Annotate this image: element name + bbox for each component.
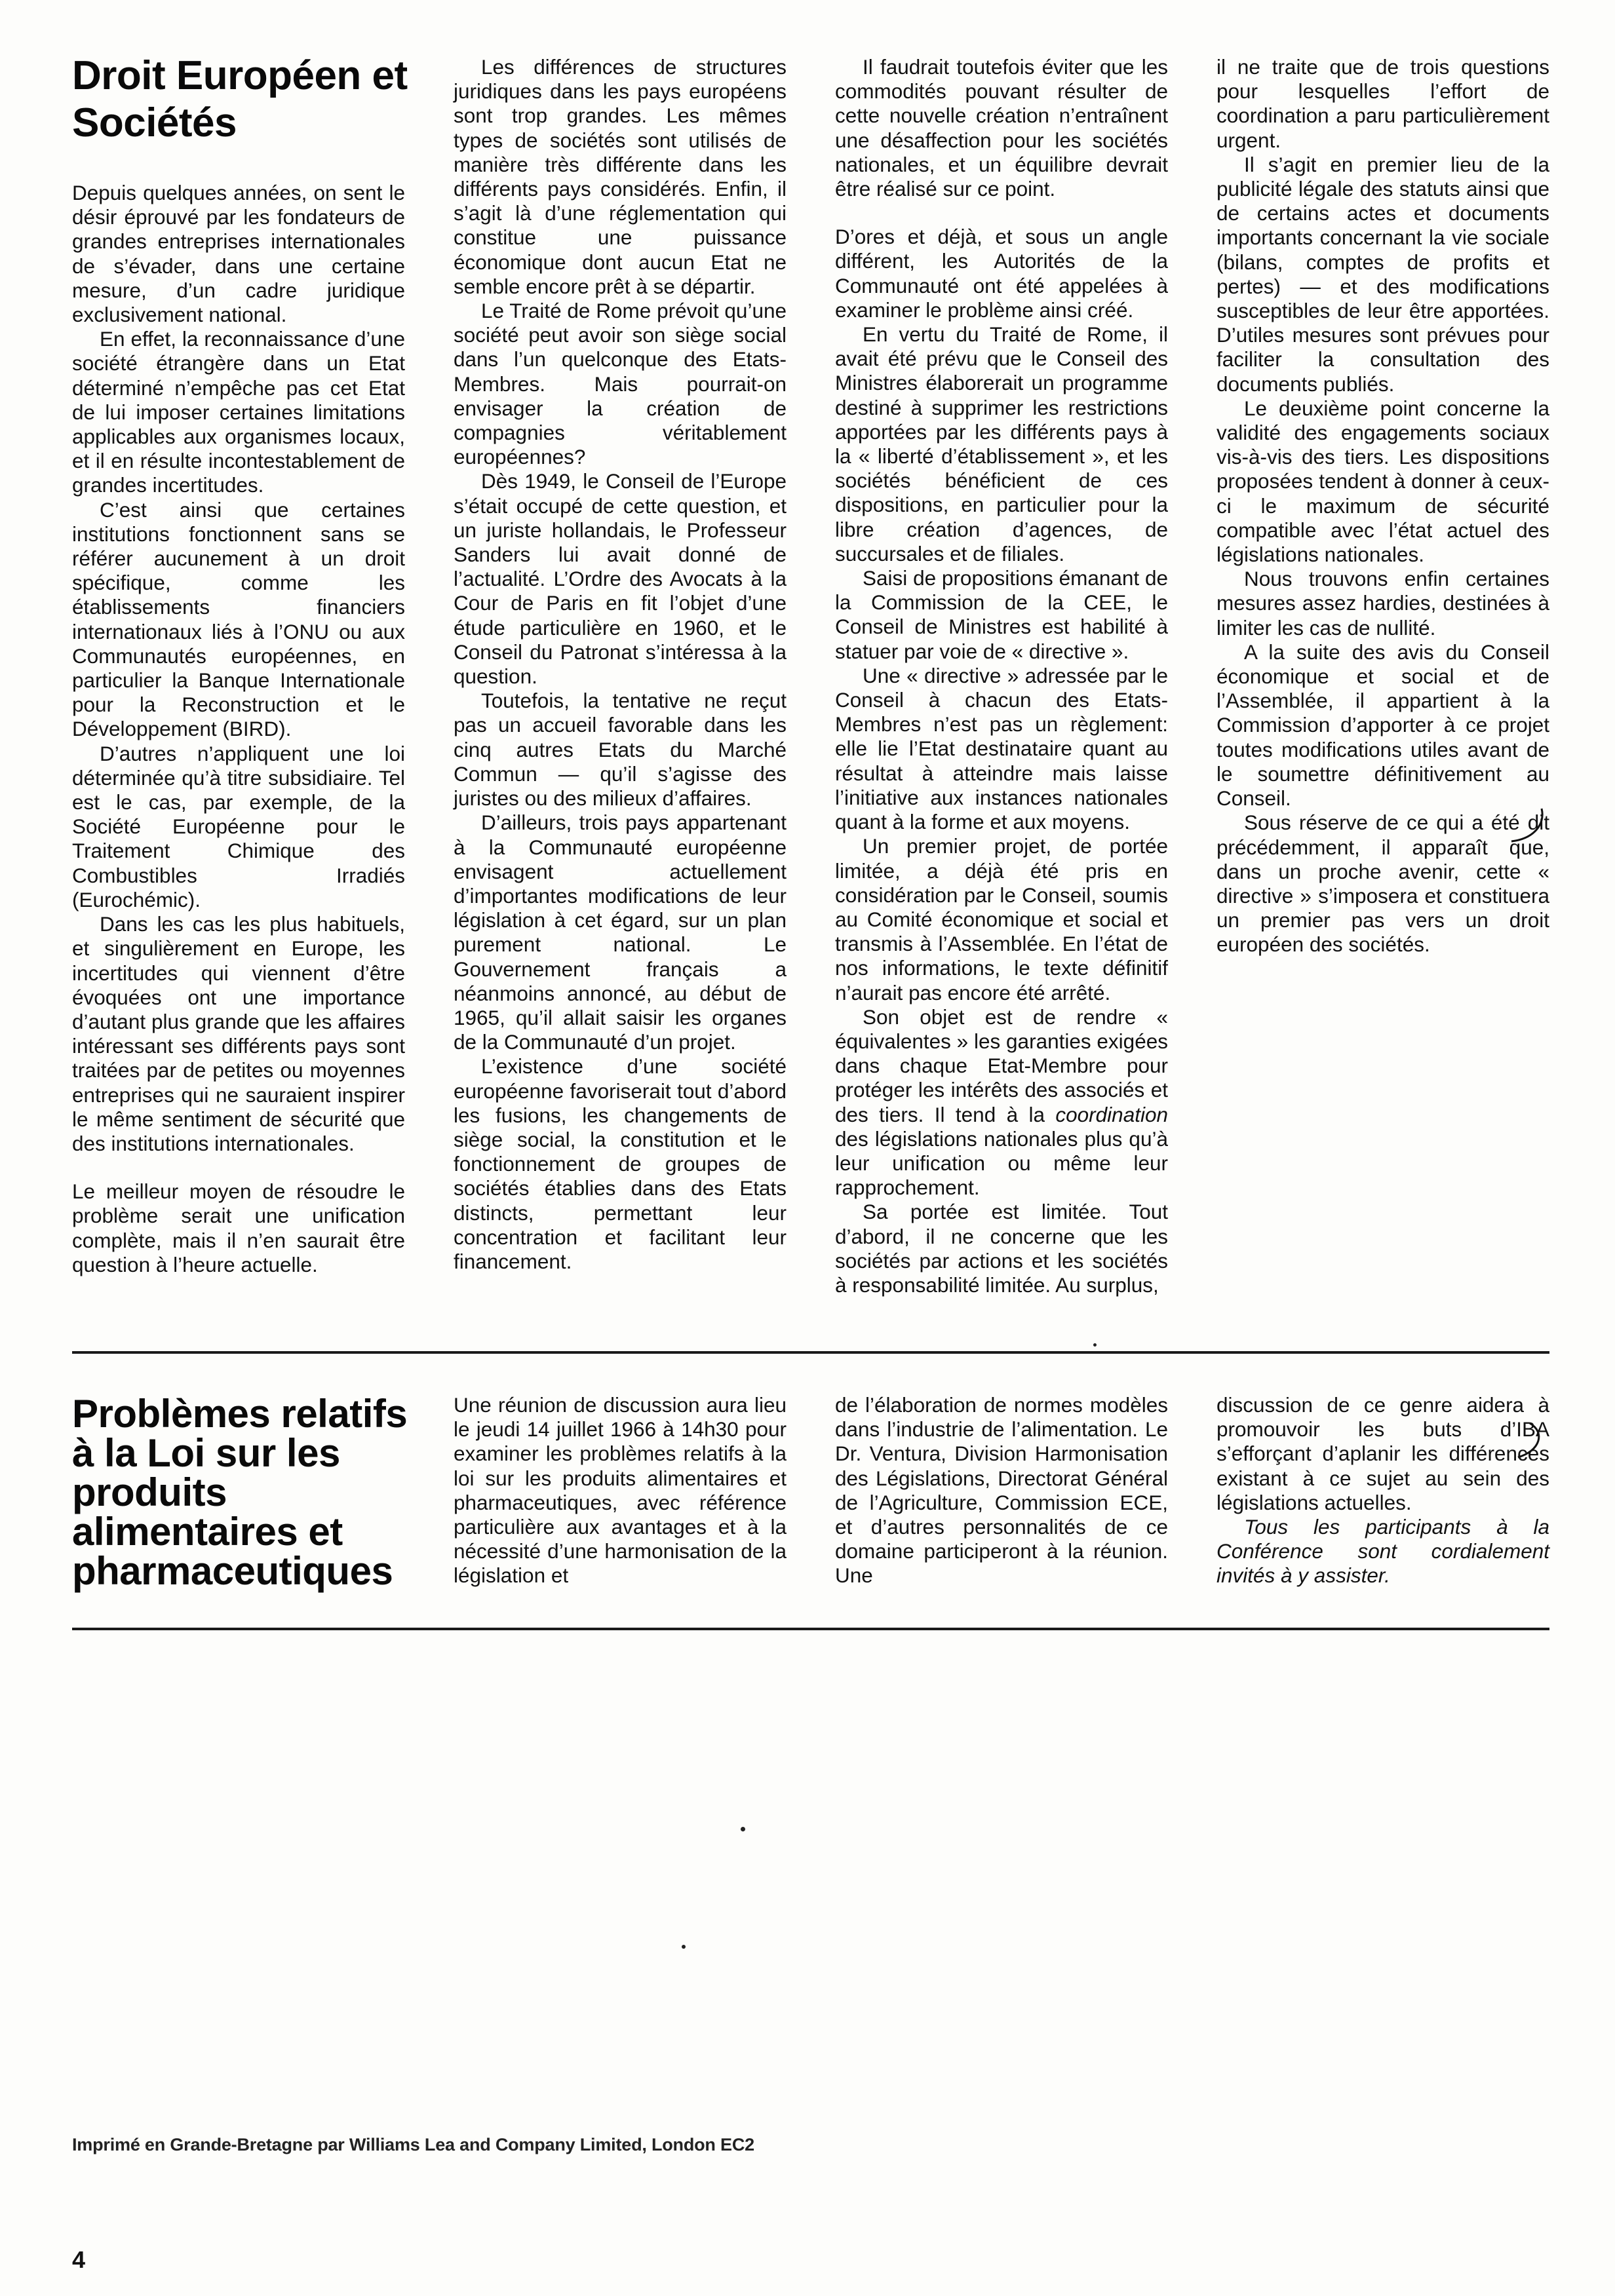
paragraph: En vertu du Traité de Rome, il avait été prévu que le Conseil des Ministres élaborerait un programme destiné à supprimer les restrictions apportées par les différents pays à la « liberté d’établissement », et les sociétés bénéficient de ces dispositions, en particulier pour la libre création d’agences, de succursales et de filiales. (835, 322, 1168, 565)
paragraph: Toutefois, la tentative ne reçut pas un accueil favorable dans les cinq autres Etats du Marché Commun — qu’il s’agisse des juristes ou des milieux d’affaires. (454, 689, 787, 811)
article-column-2 (454, 55, 787, 1274)
page-number: 4 (72, 2246, 86, 2273)
article-column-1 (72, 181, 405, 1277)
paragraph: Une réunion de discussion aura lieu le jeudi 14 juillet 1966 à 14h30 pour examiner les problèmes relatifs à la loi sur les produits alimentaires et pharmaceutiques, avec référence particulière aux avantages et à la nécessité d’une harmonisation de la législation et (454, 1393, 787, 1588)
article-column-2 (835, 1393, 1168, 1588)
article-column-3 (1216, 1393, 1549, 1588)
paragraph: il ne traite que de trois questions pour lesquelles l’effort de coordination a paru particulièrement urgent. (1216, 55, 1549, 152)
section-divider (72, 1351, 1549, 1354)
paragraph: Tous les participants à la Conférence sont cordialement invités à y assister. (1216, 1515, 1549, 1588)
scan-speck (741, 1827, 745, 1831)
paragraph: Saisi de propositions émanant de la Commission de la CEE, le Conseil de Ministres est habilité à statuer par voie de « directive ». (835, 566, 1168, 663)
paragraph: Le deuxième point concerne la validité des engagements sociaux vis-à-vis des tiers. Les dispositions proposées tendent à donner à ceux-ci le maximum de sécurité compatible avec l’état actuel des législations nationales. (1216, 396, 1549, 567)
printer-imprint: Imprimé en Grande-Bretagne par Williams Lea and Company Limited, London EC2 (72, 2135, 754, 2154)
article-title: Problèmes relatifs à la Loi sur les produits alimentaires et pharmaceutiques (72, 1392, 408, 1593)
paragraph: Il faudrait toutefois éviter que les commodités pouvant résulter de cette nouvelle création n’entraînent une désaffection pour les sociétés nationales, et un équilibre devrait être réalisé sur ce point. (835, 55, 1168, 201)
paragraph: Sa portée est limitée. Tout d’abord, il ne concerne que les sociétés par actions et les sociétés à responsabilité limitée. Au surplus, (835, 1200, 1168, 1297)
paragraph: Le Traité de Rome prévoit qu’une société peut avoir son siège social dans l’un quelconque des Etats-Membres. Mais pourrait-on envisager la création de compagnies véritablement européennes? (454, 299, 787, 469)
paragraph: A la suite des avis du Conseil économique et social et de l’Assemblée, il appartient à la Commission d’apporter à ce projet toutes modifications utiles avant de le soumettre définitivement au Conseil. (1216, 640, 1549, 811)
scan-speck (682, 1945, 686, 1949)
paragraph: Depuis quelques années, on sent le désir éprouvé par les fondateurs de grandes entreprises internationales de s’évader, dans une certaine mesure, d’un cadre juridique exclusivement national. (72, 181, 405, 327)
article-column-1 (454, 1393, 787, 1588)
paragraph: Il s’agit en premier lieu de la publicité légale des statuts ainsi que de certains actes et documents importants concernant la vie sociale (bilans, comptes de profits et pertes) — et des modifications susceptibles de leur être apportées. D’utiles mesures sont prévues pour faciliter la consultation des documents publiés. (1216, 152, 1549, 396)
paragraph: Un premier projet, de portée limitée, a déjà été pris en considération par le Conseil, soumis au Comité économique et social et transmis à l’Assemblée. En l’état de nos informations, le texte définitif n’aurait pas encore été arrêté. (835, 834, 1168, 1004)
paragraph: D’autres n’appliquent une loi déterminée qu’à titre subsidiaire. Tel est le cas, par exemple, de la Société Européenne pour le Traitement Chimique des Combustibles Irradiés (Eurochémic). (72, 741, 405, 911)
paragraph: de l’élaboration de normes modèles dans l’industrie de l’alimentation. Le Dr. Ventura, Division Harmonisation des Législations, Directorat Général de l’Agriculture, Commission ECE, et d’autres personnalités de ce domaine participeront à la réunion. Une (835, 1393, 1168, 1588)
paragraph (835, 1005, 1168, 1200)
pen-mark-icon (1514, 1419, 1553, 1465)
article-column-4 (1216, 55, 1549, 957)
paragraph: En effet, la reconnaissance d’une société étrangère dans un Etat déterminé n’empêche pas cet Etat de lui imposer certaines limitations applicables aux organismes locaux, et il en résulte incontestablement de grandes incertitudes. (72, 327, 405, 497)
paragraph: Le meilleur moyen de résoudre le problème serait une unification complète, mais il n’en saurait être question à l’heure actuelle. (72, 1179, 405, 1276)
article-title: Droit Européen et Sociétés (72, 53, 408, 145)
paragraph: Nous trouvons enfin certaines mesures assez hardies, destinées à limiter les cas de nullité. (1216, 567, 1549, 640)
paragraph: discussion de ce genre aidera à promouvoir les buts d’IBA s’efforçant d’aplanir les différences existant à ce sujet au sein des législations actuelles. (1216, 1393, 1549, 1514)
paragraph-text: Son objet est de rendre « équivalentes » les garanties exigées dans chaque Etat-Membre pour protéger les intérêts des associés et des tiers. Il tend à la (835, 1004, 1168, 1126)
paragraph: L’existence d’une société européenne favoriserait tout d’abord les fusions, les changements de siège social, la constitution et le fonctionnement de groupes de sociétés établies dans des Etats distincts, permettant leur concentration et facilitant leur financement. (454, 1054, 787, 1273)
paragraph: Une « directive » adressée par le Conseil à chacun des Etats-Membres n’est pas un règlement: elle lie l’Etat destinataire quant au résultat à atteindre mais laisse l’initiative aux instances nationales quant à la forme et aux moyens. (835, 663, 1168, 834)
paragraph: C’est ainsi que certaines institutions fonctionnent sans se référer aucunement à un droit spécifique, comme les établissements financiers internationaux liés à l’ONU ou aux Communautés européennes, en particulier la Banque Internationale pour la Reconstruction et le Développement (BIRD). (72, 497, 405, 741)
paragraph: Dans les cas les plus habituels, et singulièrement en Europe, les incertitudes qui viennent d’être évoquées ont une importance d’autant plus grande que les affaires intéressant ses différents pays sont traitées par de petites ou moyennes entreprises qui ne sauraient inspirer le même sentiment de sécurité que des institutions internationales. (72, 912, 405, 1155)
paragraph: D’ores et déjà, et sous un angle différent, les Autorités de la Communauté ont été appelées à examiner le problème ainsi créé. (835, 225, 1168, 322)
emphasis: coordination (1055, 1102, 1168, 1126)
paragraph: Les différences de structures juridiques dans les pays européens sont trop grandes. Les mêmes types de sociétés sont utilisés de manière très différente dans les différents pays considérés. Enfin, il s’agit là d’une réglementation qui constitue une puissance économique dont aucun Etat ne semble encore prêt à se départir. (454, 55, 787, 298)
pen-mark-icon (1508, 805, 1553, 851)
paragraph: Sous réserve de ce qui a été dit précédemment, il apparaît que, dans un proche avenir, cette « directive » s’imposera et constituera un premier pas vers un droit européen des sociétés. (1216, 811, 1549, 957)
article-column-3 (835, 55, 1168, 1297)
section-divider (72, 1628, 1549, 1630)
scan-speck (1093, 1343, 1097, 1347)
paragraph-text: des législations nationales plus qu’à leur unification ou même leur rapprochement. (835, 1126, 1168, 1200)
paragraph: D’ailleurs, trois pays appartenant à la Communauté européenne envisagent actuellement d’importantes modifications de leur législation à cet égard, sur un plan purement national. Le Gouvernement français a néanmoins annoncé, au début de 1965, qu’il allait saisir les organes de la Communauté d’un projet. (454, 811, 787, 1054)
paragraph: Dès 1949, le Conseil de l’Europe s’était occupé de cette question, et un juriste hollandais, le Professeur Sanders lui avait donné de l’actualité. L’Ordre des Avocats à la Cour de Paris en fit l’objet d’une étude particulière en 1960, et le Conseil du Patronat s’intéressa à la question. (454, 469, 787, 689)
